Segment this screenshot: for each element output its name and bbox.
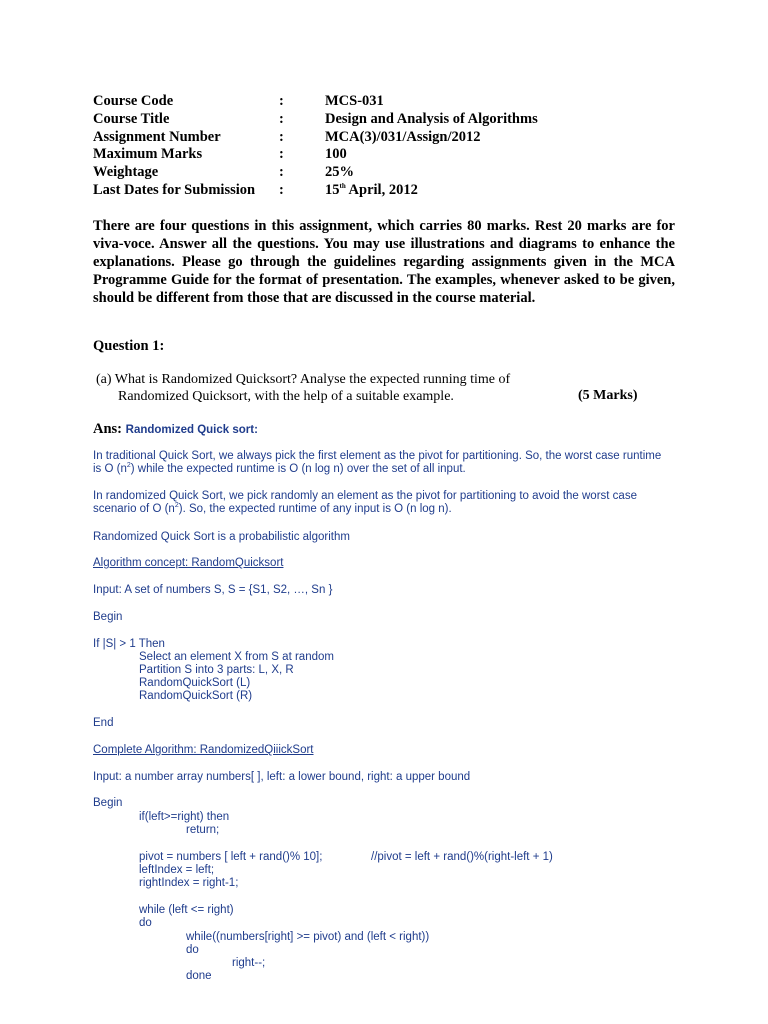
superscript: 2: [174, 502, 179, 510]
code-return: return;: [186, 824, 220, 836]
partition-statement: Partition S into 3 parts: L, X, R: [139, 664, 294, 676]
code-while: while (left <= right): [139, 904, 234, 916]
answer-label: Ans:: [93, 421, 126, 437]
meta-value: 100: [325, 146, 347, 163]
date-rest: April, 2012: [345, 181, 418, 198]
complete-algorithm-input: Input: a number array numbers[ ], left: a lower bound, right: a upper bound: [93, 771, 471, 783]
meta-label: Last Dates for Submission: [93, 181, 256, 198]
recursive-call-left: RandomQuickSort (L): [139, 677, 251, 689]
answer-subtitle: Randomized Quick sort:: [125, 424, 258, 436]
instructions-paragraph: There are four questions in this assignment, which carries 80 marks. Rest 20 marks are for viva-voce. Answer all the questions. You may use illustrations and diagrams to enhance the explanations. Please go through the guidelines regarding assignments given in the MCA Programme Guide for the format of presentation. The examples, whenever asked to be given, should be different from those that are discussed in the course material.: [93, 218, 675, 306]
meta-value: MCA(3)/031/Assign/2012: [325, 128, 481, 145]
end-keyword: End: [93, 717, 114, 729]
meta-colon: :: [279, 128, 284, 145]
code-decrement: right--;: [232, 957, 266, 969]
meta-value: [325, 182, 418, 199]
code-done: done: [186, 970, 212, 982]
paragraph-2-line-1: In randomized Quick Sort, we pick randomly an element as the pivot for partitioning to avoid the worst case: [93, 490, 637, 502]
code-pivot: pivot = numbers [ left + rand()% 10];: [139, 851, 323, 863]
code-rightindex: rightIndex = right-1;: [139, 877, 239, 889]
meta-colon: :: [279, 164, 284, 181]
text-part: ). So, the expected runtime of any input is O (n log n).: [178, 503, 452, 515]
algorithm-concept-input: Input: A set of numbers S, S = {S1, S2, …, Sn }: [93, 584, 333, 596]
code-do: do: [139, 917, 152, 929]
recursive-call-right: RandomQuickSort (R): [139, 690, 253, 702]
meta-value: MCS-031: [325, 93, 384, 109]
meta-value: 25%: [325, 164, 354, 181]
code-leftindex: leftIndex = left;: [139, 864, 215, 876]
paragraph-2-line-2: [93, 503, 452, 516]
meta-label: Weightage: [93, 164, 159, 181]
question-text-line-2: Randomized Quicksort, with the help of a suitable example.: [118, 389, 454, 404]
meta-label: Maximum Marks: [93, 146, 203, 163]
meta-label: Assignment Number: [93, 128, 221, 145]
text-part: ) while the expected runtime is O (n log n) over the set of all input.: [130, 463, 466, 475]
meta-colon: :: [279, 110, 284, 127]
begin-keyword: Begin: [93, 611, 123, 623]
paragraph-1-line-1: In traditional Quick Sort, we always pick the first element as the pivot for partitioning. So, the worst case runtime: [93, 450, 662, 462]
code-do: do: [186, 944, 199, 956]
meta-label: Course Code: [93, 93, 174, 109]
answer-heading: [93, 421, 258, 438]
text-part: is O (n: [93, 463, 127, 475]
meta-colon: :: [279, 181, 284, 198]
algorithm-concept-title: Algorithm concept: RandomQuicksort: [93, 557, 284, 569]
code-comment: //pivot = left + rand()%(right-left + 1): [371, 851, 553, 863]
meta-value: Design and Analysis of Algorithms: [325, 110, 538, 127]
superscript: 2: [126, 462, 131, 470]
begin-keyword: Begin: [93, 797, 123, 809]
question-heading: Question 1:: [93, 338, 165, 354]
select-statement: Select an element X from S at random: [139, 651, 334, 663]
date-day: 15: [325, 181, 340, 198]
meta-label: Course Title: [93, 110, 170, 127]
date-suffix: th: [339, 182, 346, 191]
meta-colon: :: [279, 93, 284, 109]
paragraph-1-line-2: [93, 463, 466, 476]
if-statement: If |S| > 1 Then: [93, 638, 165, 650]
meta-colon: :: [279, 146, 284, 163]
code-inner-while: while((numbers[right] >= pivot) and (left < right)): [186, 931, 430, 943]
complete-algorithm-title: Complete Algorithm: RandomizedQiiickSort: [93, 744, 314, 756]
question-marks: (5 Marks): [578, 388, 638, 403]
text-part: scenario of O (n: [93, 503, 175, 515]
code-if: if(left>=right) then: [139, 811, 230, 823]
question-text-line-1: (a) What is Randomized Quicksort? Analyse the expected running time of: [96, 372, 511, 387]
paragraph-3: Randomized Quick Sort is a probabilistic algorithm: [93, 531, 350, 543]
